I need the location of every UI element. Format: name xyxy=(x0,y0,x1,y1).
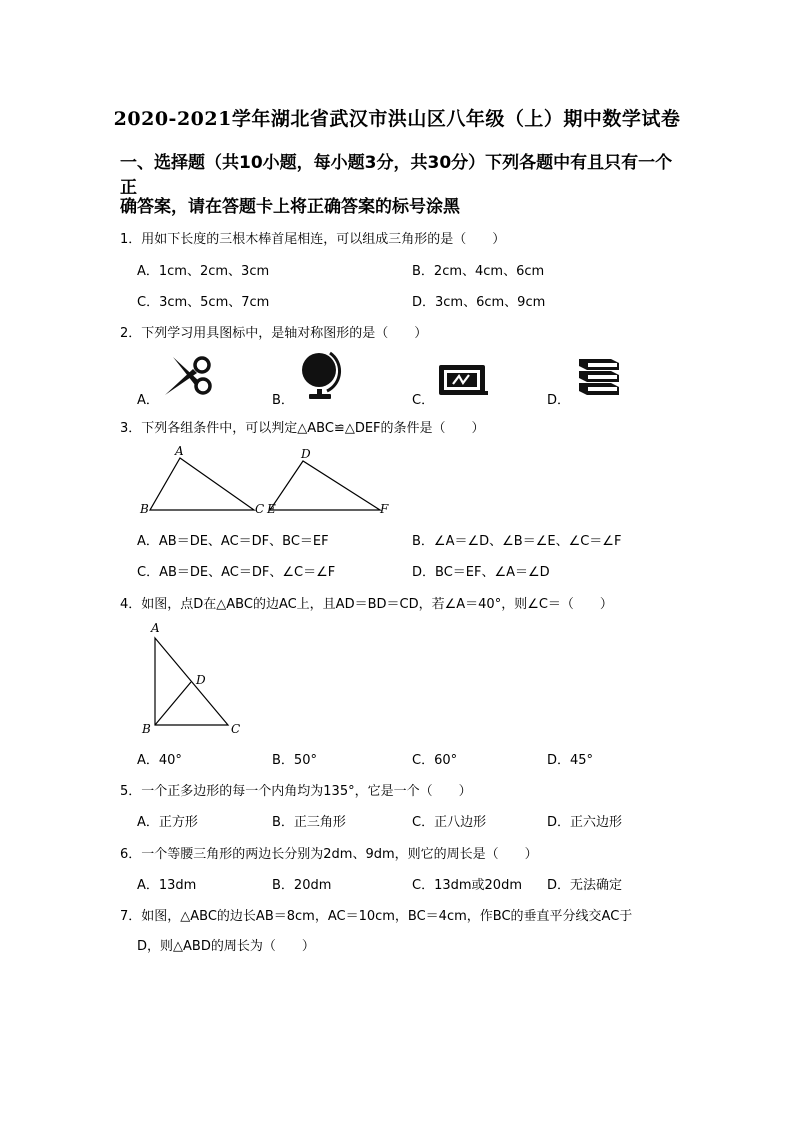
question-6-option-d: D．无法确定 xyxy=(547,878,623,893)
question-6-stem: 6．一个等腰三角形的两边长分别为2dm、9dm，则它的周长是（ ） xyxy=(120,847,538,862)
fig4-label-c: C xyxy=(231,722,241,736)
question-7-stem-line2: D，则△ABD的周长为（ ） xyxy=(137,939,315,954)
section-heading-line2: 确答案，请在答题卡上将正确答案的标号涂黑 xyxy=(120,197,460,217)
question-5-option-d: D．正六边形 xyxy=(547,815,623,830)
triangle-abcd-figure xyxy=(150,635,240,727)
fig4-label-a: A xyxy=(151,621,160,635)
question-3-option-c: C．AB＝DE、AC＝DF、∠C＝∠F xyxy=(137,565,336,580)
question-1-option-b: B．2cm、4cm、6cm xyxy=(412,264,545,279)
fig3-label-a: A xyxy=(175,444,184,458)
section-heading-line1: 一、选择题（共10小题，每小题3分，共30分）下列各题中有且只有一个正 xyxy=(120,153,673,198)
fig3-label-f: F xyxy=(380,502,389,516)
question-5-option-a: A．正方形 xyxy=(137,815,198,830)
question-7-stem-line1: 7．如图，△ABC的边长AB＝8cm，AC＝10cm，BC＝4cm，作BC的垂直平分线交AC于 xyxy=(120,909,633,924)
question-2-option-b: B． xyxy=(272,393,294,408)
question-6-option-a: A．13dm xyxy=(137,878,197,893)
question-1-option-c: C．3cm、5cm、7cm xyxy=(137,295,270,310)
question-3-option-d: D．BC＝EF、∠A＝∠D xyxy=(412,565,550,580)
question-4-stem: 4．如图，点D在△ABC的边AC上，且AD＝BD＝CD，若∠A＝40°，则∠C＝（ ） xyxy=(120,597,613,612)
fig3-label-d: D xyxy=(301,447,311,461)
question-2-option-d: D． xyxy=(547,393,571,408)
question-4-option-a: A．40° xyxy=(137,753,182,768)
question-5-option-b: B．正三角形 xyxy=(272,815,346,830)
question-1-stem: 1．用如下长度的三根木棒首尾相连，可以组成三角形的是（ ） xyxy=(120,232,506,247)
question-1-option-a: A．1cm、2cm、3cm xyxy=(137,264,270,279)
question-2-stem: 2．下列学习用具图标中，是轴对称图形的是（ ） xyxy=(120,326,428,341)
fig4-label-d: D xyxy=(196,673,206,687)
question-2-option-c: C． xyxy=(412,393,435,408)
question-3-option-a: A．AB＝DE、AC＝DF、BC＝EF xyxy=(137,534,329,549)
question-3-stem: 3．下列各组条件中，可以判定△ABC≌△DEF的条件是（ ） xyxy=(120,421,485,436)
question-6-option-b: B．20dm xyxy=(272,878,332,893)
question-2-option-a: A． xyxy=(137,393,159,408)
fig3-label-b: B xyxy=(140,502,149,516)
question-5-stem: 5．一个正多边形的每一个内角均为135°，它是一个（ ） xyxy=(120,784,472,799)
fig3-label-e: E xyxy=(267,502,276,516)
blackboard-icon xyxy=(437,363,489,399)
fig3-label-c: C xyxy=(255,502,265,516)
page-title: 2020-2021学年湖北省武汉市洪山区八年级（上）期中数学试卷 xyxy=(113,108,681,130)
question-6-option-c: C．13dm或20dm xyxy=(412,878,522,893)
globe-icon xyxy=(297,349,343,401)
question-5-option-c: C．正八边形 xyxy=(412,815,487,830)
books-icon xyxy=(575,355,623,399)
question-1-option-d: D．3cm、6cm、9cm xyxy=(412,295,546,310)
question-4-option-b: B．50° xyxy=(272,753,317,768)
fig4-label-b: B xyxy=(142,722,151,736)
question-4-option-d: D．45° xyxy=(547,753,594,768)
question-3-option-b: B．∠A＝∠D、∠B＝∠E、∠C＝∠F xyxy=(412,534,622,549)
question-4-option-c: C．60° xyxy=(412,753,458,768)
scissors-icon xyxy=(163,355,213,397)
